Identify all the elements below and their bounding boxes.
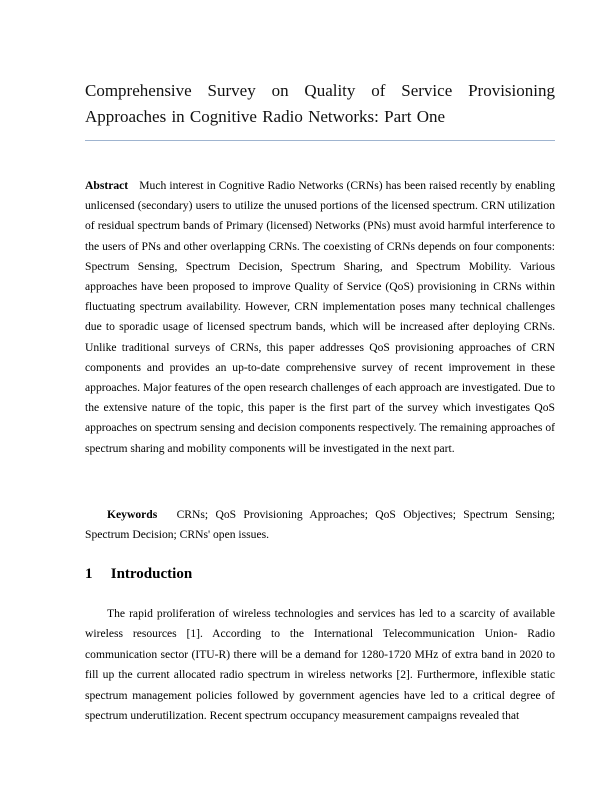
section-number: 1 [85,566,93,582]
intro-paragraph: The rapid proliferation of wireless technologies and services has led to a scarcity of available wireless resources [1]. According to the International Telecommunication Union- Radio communication sector (ITU-R) there will be a demand for 1280-1720 MHz of extra band in 2020 to fill up the current allocated radio spectrum in wireless networks [2]. Furthermore, inflexible static spectrum management policies followed by government agencies have led to a critical degree of spectrum underutilization. Recent spectrum occupancy measurement campaigns revealed that [85,607,555,723]
section-heading [85,566,192,583]
keywords-paragraph [85,505,555,546]
abstract-text: Much interest in Cognitive Radio Networks (CRNs) has been raised recently by enabling unlicensed (secondary) users to utilize the unused portions of the licensed spectrum. CRN utilization of residual spectrum bands of Primary (licensed) Networks (PNs) must avoid harmful interference to the users of PNs and other overlapping CRNs. The coexisting of CRNs depends on four components: Spectrum Sensing, Spectrum Decision, Spectrum Sharing, and Spectrum Mobility. Various approaches have been proposed to improve Quality of Service (QoS) provisioning in CRNs within fluctuating spectrum availability. However, CRN implementation poses many technical challenges due to sporadic usage of licensed spectrum bands, which will be increased after deploying CRNs. Unlike traditional surveys of CRNs, this paper addresses QoS provisioning approaches of CRN components and provides an up-to-date comprehensive survey of recent improvement in these approaches. Major features of the open research challenges of each approach are investigated. Due to the extensive nature of the topic, this paper is the first part of the survey which investigates QoS approaches on spectrum sensing and decision components respectively. The remaining approaches of spectrum sharing and mobility components will be investigated in the next part. [85,179,555,455]
abstract-label: Abstract [85,179,129,192]
keywords-text: CRNs; QoS Provisioning Approaches; QoS Objectives; Spectrum Sensing; Spectrum Decision; CRNs' open issues. [85,508,556,542]
section-title: Introduction [110,566,193,582]
keywords-label: Keywords [107,508,158,521]
title-divider [85,140,555,141]
paper-title: Comprehensive Survey on Quality of Service Provisioning Approaches in Cognitive Radio Networks: Part One [85,81,555,126]
abstract-paragraph [85,176,555,459]
